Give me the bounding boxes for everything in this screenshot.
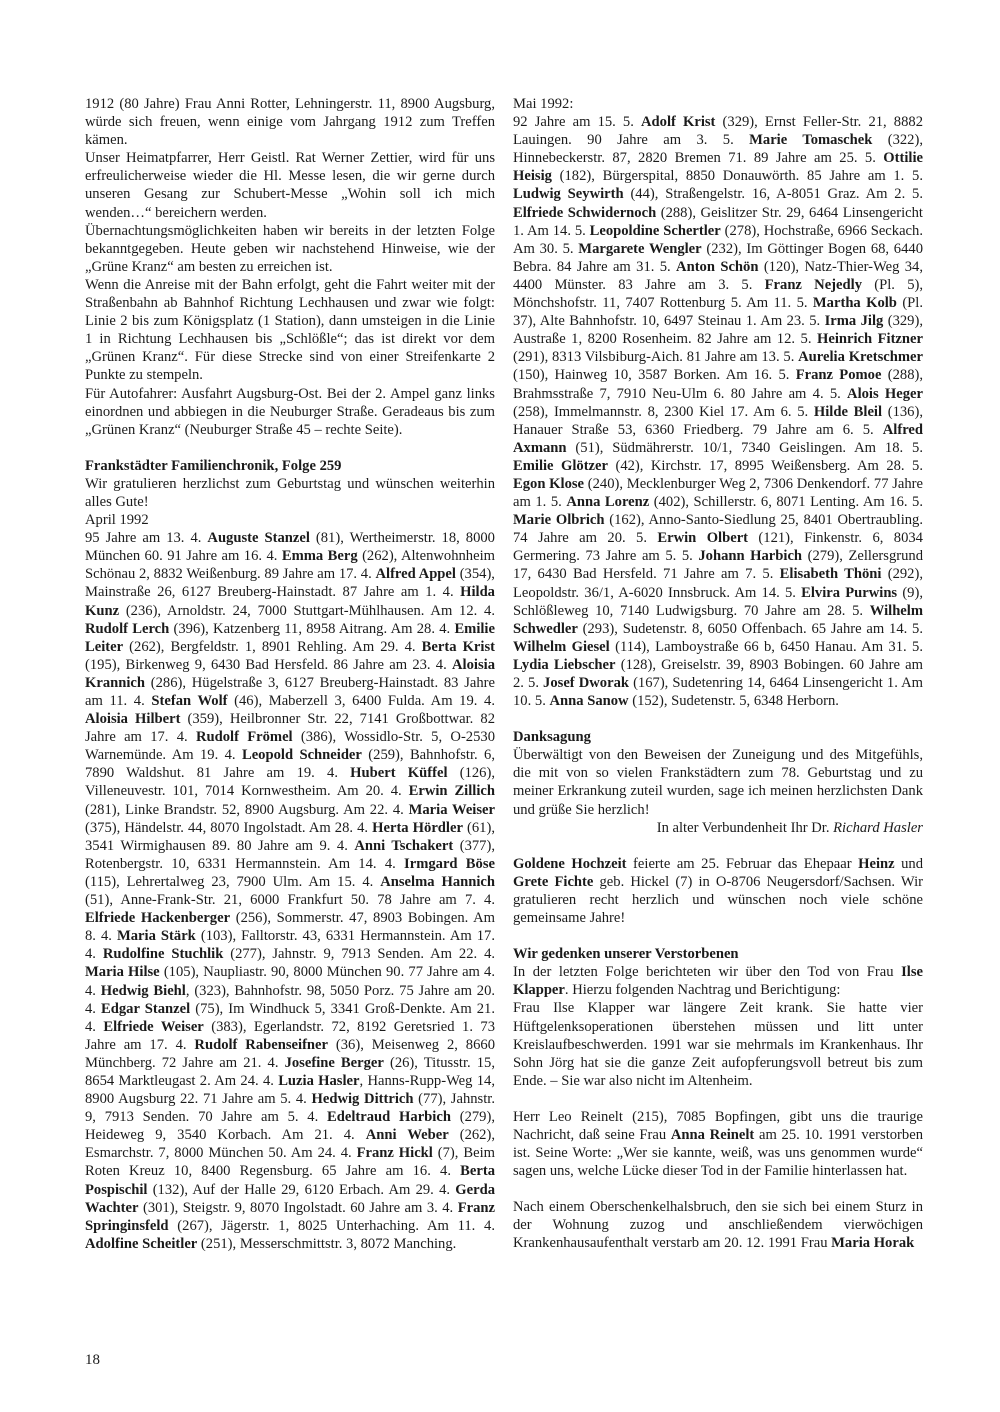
birthday-name: Marie Tomaschek — [749, 132, 873, 149]
birthday-name: Irma Jilg — [824, 313, 884, 330]
birthday-date: Am 14. 5. — [734, 584, 802, 601]
birthday-name: Maria Hilse — [85, 964, 160, 981]
birthday-address: (36), Meisenweg 2, 8660 Münchberg. — [85, 1036, 495, 1071]
birthday-date: 65 Jahre am 14. 5. — [811, 620, 924, 637]
birthday-name: Stefan Wolf — [151, 693, 228, 709]
birthday-date: Am 22. 4. — [343, 801, 409, 818]
birthday-address: (150), Hainweg 10, 3587 Borken. — [513, 367, 726, 384]
birthday-date: Am 24. 4. — [214, 1072, 279, 1089]
chronicle-heading: Frankstädter Familienchronik, Folge 259 — [85, 457, 342, 474]
birthday-address: (262), Bergfeldstr. 1, 8901 Rehling. — [123, 638, 353, 655]
birthday-address: (259), Bahnhofstr. 6, 7890 Waldshut. — [85, 747, 495, 782]
birthday-date: Am 29. 4. — [388, 1181, 456, 1198]
birthday-address: (195), Birkenweg 9, 6430 Bad Hersfeld. — [85, 656, 334, 673]
birthday-date: 92 Jahre am 15. 5. — [513, 114, 641, 131]
memorial-reinelt — [513, 1108, 923, 1180]
month-may: Mai 1992: — [513, 96, 574, 112]
birthday-address: (262), Esmarchstr. 7, 8000 München 50. — [85, 1127, 495, 1162]
birthday-name: Maria Weiser — [408, 801, 495, 818]
birthday-address: (44), Straßengelstr. 16, A-8051 Graz. — [623, 186, 866, 203]
birthday-date: 91 Jahre am 16. 4. — [167, 548, 282, 565]
birthday-date: 71 Jahre am 7. 5. — [663, 566, 780, 583]
birthday-date: Am 23. 5. — [760, 313, 825, 330]
birthday-date: 81 Jahre am 19. 4. — [196, 765, 351, 782]
memorial-intro — [513, 963, 923, 999]
birthday-address: (182), Bürgerspital, 8850 Donauwörth. — [551, 168, 808, 185]
birthday-address: (7), Beim Roten Kreuz 10, 8400 Regensburg. — [85, 1145, 495, 1180]
birthday-name: Franz Pomoe — [795, 367, 882, 384]
birthday-name: Berta Krist — [421, 638, 495, 655]
birthday-name: Elfriede Hackenberger — [85, 910, 231, 927]
birthday-address: (136), Hanauer Straße 53, 6360 Friedberg. — [513, 403, 923, 438]
birthday-date: Am 28. 4. — [390, 620, 455, 637]
birthday-name: Emilie Glötzer — [513, 457, 608, 474]
month-april: April 1992 — [85, 512, 149, 529]
reunion-notice — [85, 95, 495, 439]
birthday-date: Am 19. 4. — [171, 747, 242, 764]
birthday-date: Am 19. 4. — [430, 693, 496, 709]
birthday-date: 83 Jahre am 3. 5. — [618, 276, 765, 293]
birthday-name: Rudolf Lerch — [85, 620, 170, 637]
birthday-date: 83 Jahre am 11. 4. — [85, 674, 495, 709]
golden-wedding-name: Grete Fichte — [513, 873, 594, 890]
intro-paragraph: Übernachtungsmöglichkeiten haben wir bereits in der letzten Folge bekanntgegeben. Heute geben wir nachstehend Hinweise, wie der „Grüne Kranz“ am besten zu erreichen ist. — [85, 222, 495, 275]
right-column — [513, 95, 923, 1253]
birthday-name: Wilhelm Schwedler — [513, 602, 923, 637]
birthday-date: 89 Jahre am 17. 4. — [264, 566, 376, 583]
memorial-text: am 25. 10. 1991 verstorben ist. Seine Worte: „Wer sie kannte, weiß, was uns genommen wurde“ sagen uns, welche Lücke dieser Tod in der Familie hinterlassen hat. — [513, 1126, 923, 1180]
birthday-name: Aloisia Krannich — [85, 656, 495, 691]
birthday-address: (Pl. 37), Alte Bahnhofstr. 10, 6497 Steinau 1. — [513, 295, 923, 330]
birthday-date: Am 20. 4. — [336, 783, 409, 800]
birthday-date: 79 Jahre am 6. 5. — [752, 421, 883, 438]
birthday-date: 81 Jahre am 13. 5. — [686, 349, 799, 366]
birthday-name: Anni Tschakert — [354, 837, 454, 854]
birthday-address: (51), Anne-Frank-Str. 21, 6000 Frankfurt 50. — [85, 892, 378, 909]
birthday-address: (267), Jägerstr. 1, 8025 Unterhaching. — [168, 1217, 427, 1234]
birthday-address: (293), Sudetenstr. 8, 6050 Offenbach. — [577, 620, 812, 637]
birthday-address: (46), Maberzell 3, 6400 Fulda. — [227, 693, 431, 709]
birthday-name: Elfriede Weiser — [103, 1018, 204, 1035]
memorial-text: In der letzten Folge berichteten wir über den Tod von Frau — [513, 964, 902, 981]
birthday-address: (240), Mecklenburger Weg 2, 7306 Denkendorf. — [584, 475, 874, 492]
birthday-address: (354), Mainstraße 26, 6127 Breuberg-Hainstadt. — [85, 566, 495, 601]
birthday-name: Rudolf Rabenseifner — [194, 1036, 328, 1053]
birthday-date: Am 10. 5. — [513, 675, 923, 710]
birthday-date: Am 31. 5. — [861, 638, 923, 655]
birthday-date: Am 14. 4. — [328, 855, 405, 872]
birthday-date: Am 22. 4. — [430, 946, 496, 963]
birthday-name: Hedwig Biehl — [100, 982, 186, 999]
birthday-date: 80 Jahre am 9. 4. — [236, 837, 355, 854]
birthday-date: 77 Jahre am 4. 4. — [85, 964, 495, 999]
birthday-address: (281), Linke Brandstr. 52, 8900 Augsburg. — [85, 801, 344, 818]
birthday-name: Alfred Appel — [375, 566, 456, 583]
birthday-name: Alois Heger — [847, 385, 923, 402]
intro-paragraph: 1912 (80 Jahre) Frau Anni Rotter, Lehningerstr. 11, 8900 Augsburg, würde sich freuen, wenn einige vom Jahrgang 1912 zum Treffen kämen. — [85, 96, 495, 149]
birthday-address: (288), Geislitzer Str. 29, 6464 Linsengericht 1. — [513, 204, 923, 239]
birthday-name: Aurelia Kretschmer — [798, 349, 923, 366]
birthday-address: (251), Messerschmittstr. 3, 8072 Manching. — [197, 1235, 457, 1252]
birthday-name: Lydia Liebscher — [513, 656, 616, 673]
birthday-address: (105), Naupliastr. 90, 8000 München 90. — [159, 964, 409, 981]
chronicle-intro: Wir gratulieren herzlichst zum Geburtstag und wünschen weiterhin alles Gute! — [85, 475, 495, 510]
birthday-address: (236), Arnoldstr. 24, 7000 Stuttgart-Mühlhausen. — [119, 602, 431, 619]
birthday-date: 60 Jahre am 2. 5. — [513, 656, 924, 691]
birthday-name: Anni Weber — [365, 1127, 449, 1144]
birthday-name: Edeltraud Harbich — [327, 1109, 451, 1126]
birthday-address: (132), Auf der Halle 29, 6120 Erbach. — [147, 1181, 389, 1198]
birthday-address: (258), Immelmannstr. 8, 2300 Kiel 17. — [513, 403, 754, 420]
birthday-name: Margarete Wengler — [578, 240, 702, 257]
thanks-body: Überwältigt von den Beweisen der Zuneigung und des Mitgefühls, die mit von so vielen Frankstädtern zum 78. Geburtstag und zu meiner Erkrankung zuteil wurden, sage ich meinen herzlichsten Dank und grüße Sie herzlich! — [513, 747, 923, 818]
signature-name: Richard Hasler — [833, 819, 923, 836]
birthday-name: Hilda Kunz — [85, 584, 495, 619]
birthday-name: Aloisia Hilbert — [85, 711, 181, 728]
birthday-address: (103), Falltorstr. 43, 6331 Hermannstein. — [195, 928, 450, 945]
may-birthday-list — [513, 113, 923, 710]
birthday-name: Hilde Bleil — [813, 403, 883, 420]
birthday-date: 73 Jahre am 5. 5. — [585, 548, 699, 565]
birthday-date: 95 Jahre am 13. 4. — [85, 530, 208, 547]
birthday-date: 86 Jahre am 23. 4. — [333, 656, 453, 673]
birthday-address: (26), Titusstr. 15, 8654 Marktleugast 2. — [85, 1054, 495, 1089]
golden-wedding-notice — [513, 855, 923, 927]
birthday-name: Franz Nejedly — [764, 276, 862, 293]
birthday-address: (396), Katzenberg 11, 8958 Aitrang. — [169, 620, 391, 637]
birthday-name: Emilie Leiter — [85, 620, 495, 655]
birthday-date: 71 Jahre am 5. 4. — [202, 1091, 312, 1108]
birthday-name: Franz Springinsfeld — [85, 1199, 495, 1234]
birthday-date: 70 Jahre am 5. 4. — [198, 1109, 328, 1126]
birthday-date: Am 11. 5. — [746, 295, 813, 312]
birthday-name: Berta Pospischil — [85, 1163, 495, 1198]
birthday-date: 82 Jahre am 17. 4. — [85, 711, 495, 746]
birthday-date: 60 Jahre am 3. 4. — [350, 1199, 458, 1216]
birthday-address: (256), Sommerstr. 47, 8903 Bobingen. — [230, 910, 474, 927]
birthday-date: 80 Jahre am 4. 5. — [730, 385, 848, 402]
birthday-date: 87 Jahre am 1. 4. — [342, 584, 461, 601]
birthday-date: Am 28. 5. — [856, 457, 923, 474]
golden-wedding-text: feierte am 25. Februar das Ehepaar — [626, 855, 859, 872]
birthday-date: 70 Jahre am 28. 5. — [743, 602, 870, 619]
birthday-name: Edgar Stanzel — [101, 1000, 191, 1017]
memorial-klapper: Frau Ilse Klapper war längere Zeit krank. Sie hatte vier Hüftgelenksoperationen überstehen müssen und litt unter Kreislaufbeschwerden. 1991 war sie mehrmals im Krankenhaus. Ihr Sohn Jörg hat sie die ganze Zeit aufopferungsvoll betreut bis zum Ende. – Sie war also nicht im Altenheim. — [513, 1000, 923, 1089]
signature-prefix: In alter Verbundenheit Ihr Dr. — [656, 819, 834, 836]
thanks-signature — [513, 819, 923, 837]
birthday-date: Am 28. 4. — [308, 819, 373, 836]
birthday-name: Hubert Küffel — [350, 765, 448, 782]
birthday-name: Anselma Hannich — [380, 873, 495, 890]
birthday-date: Am 2. 5. — [865, 186, 923, 203]
birthday-name: Rudolfine Stuchlik — [102, 946, 224, 963]
birthday-date: Am 14. 5. — [527, 222, 590, 239]
birthday-date: Am 24. 4. — [290, 1145, 357, 1162]
memorial-text: Nach einem Oberschenkelhalsbruch, den sie sich bei einem Sturz in der Wohnung zuzog und anschließendem vierwöchigen Krankenhausaufenthalt verstarb am 20. 12. 1991 Frau — [513, 1199, 923, 1252]
birthday-name: Elfriede Schwidernoch — [513, 204, 657, 221]
birthday-address: (232), Im Göttinger Bogen 68, 6440 Bebra. — [513, 240, 923, 275]
birthday-name: Ottilie Heisig — [513, 150, 923, 185]
birthday-address: (262), Altenwohnheim Schönau 2, 8832 Weißenburg. — [85, 548, 495, 583]
intro-paragraph: Wenn die Anreise mit der Bahn erfolgt, geht die Fahrt weiter mit der Straßenbahn ab Bahnhof Richtung Lechhausen und zwar wie folgt: Linie 2 bis zum Königsplatz (1 Station), dann umsteigen in die Linie 1 in Richtung Lechhausen bis „Schlößle“; das ist direkt vor dem „Grünen Kranz“. Für diese Strecke sind von einer Streifenkarte 2 Punkte zu stempeln. — [85, 276, 495, 384]
birthday-address: (120), Natz-Thier-Weg 34, 4400 Münster. — [513, 258, 923, 293]
birthday-name: Emma Berg — [281, 548, 358, 565]
birthday-address: (81), Wertheimerstr. 18, 8000 München 60. — [85, 530, 495, 565]
birthday-name: Anton Schön — [676, 258, 759, 275]
birthday-name: Hedwig Dittrich — [311, 1091, 414, 1108]
birthday-name: Josefine Berger — [284, 1054, 384, 1071]
intro-paragraph: Unser Heimatpfarrer, Herr Geistl. Rat Werner Zettier, wird für uns erfreulicherweise wieder die Hl. Messe lesen, die wir gerne durch unseren Gesang zur Schubert-Messe „Wohin soll ich mich wenden…“ bereichern werden. — [85, 150, 495, 221]
birthday-date: 90 Jahre am 3. 5. — [587, 132, 750, 149]
birthday-name: Egon Klose — [513, 475, 585, 492]
birthday-date: 73 Jahre am 17. 4. — [85, 1018, 496, 1053]
birthday-date: 77 Jahre am 1. 5. — [513, 475, 924, 511]
birthday-name: Anna Sanow — [549, 693, 629, 710]
birthday-address: (162), Anno-Santo-Siedlung 25, 8401 Obertraubling. — [604, 512, 923, 529]
birthday-address: (277), Jahnstr. 9, 7913 Senden. — [223, 946, 431, 963]
thanks-heading: Danksagung — [513, 729, 591, 746]
birthday-address: (286), Hügelstraße 3, 6127 Breuberg-Hainstadt. — [145, 674, 444, 691]
birthday-name: Auguste Stanzel — [207, 530, 310, 547]
birthday-name: Gerda Wachter — [85, 1181, 495, 1216]
golden-wedding-text: geb. Hickel (7) in O-8706 Neugersdorf/Sachsen. Wir gratulieren recht herzlich und wünschen noch viele schöne gemeinsame Jahre! — [513, 873, 923, 927]
birthday-name: Martha Kolb — [812, 295, 897, 312]
birthday-address: (291), 8313 Vilsbiburg-Aich. — [513, 349, 687, 366]
birthday-date: 82 Jahre am 12. 5. — [697, 331, 817, 348]
birthday-address: (121), Finkenstr. 6, 8034 Germering. — [513, 530, 923, 565]
birthday-date: 85 Jahre am 1. 5. — [807, 168, 923, 185]
birthday-address: (402), Schillerstr. 6, 8071 Lenting. — [649, 494, 863, 511]
birthday-date: 65 Jahre am 16. 4. — [321, 1163, 461, 1180]
birthday-date: Am 17. 4. — [85, 928, 496, 963]
birthday-date: Am 18. 5. — [854, 439, 923, 456]
birthday-name: Irmgard Böse — [404, 855, 495, 872]
april-birthday-list — [85, 529, 495, 1253]
birthday-date: Am 29. 4. — [352, 638, 422, 655]
birthday-address: (329), Austraße 1, 8200 Rosenheim. — [513, 313, 923, 348]
birthday-address: (115), Lehrertalweg 23, 7900 Ulm. — [85, 873, 309, 890]
birthday-address: (Pl. 5), Mönchshofstr. 11, 7407 Rottenburg 5. — [513, 276, 924, 312]
birthday-name: Franz Hickl — [356, 1145, 433, 1162]
birthday-address: (377), Rotenbergstr. 10, 6331 Hermannstein. — [85, 837, 495, 872]
birthday-address: (75), Im Windhuck 5, 3341 Groß-Denkte. — [190, 1000, 450, 1017]
birthday-address: (51), Südmährerstr. 10/1, 7340 Geislingen. — [566, 439, 855, 456]
birthday-name: Maria Stärk — [116, 928, 196, 945]
birthday-date: Am 6. 5. — [753, 403, 814, 420]
intro-paragraph: Für Autofahrer: Ausfahrt Augsburg-Ost. Bei der 2. Ampel ganz links einordnen und abbiegen in die Neuburger Straße. Geradeaus bis zum „Grünen Kranz“ (Neuburger Straße 45 – rechte Seite). — [85, 385, 495, 438]
deceased-name: Ilse Klapper — [513, 964, 923, 999]
birthday-address: (77), Jahnstr. 9, 7913 Senden. — [85, 1091, 495, 1126]
deceased-name: Anna Reinelt — [670, 1126, 755, 1143]
birthday-name: Anna Lorenz — [566, 494, 650, 511]
birthday-address: (167), Sudetenring 14, 6464 Linsengericht 1. — [629, 675, 902, 691]
birthday-address: , Hanns-Rupp-Weg 14, 8900 Augsburg 22. — [85, 1072, 495, 1108]
birthday-date: Am 16. 5. — [725, 367, 796, 384]
birthday-name: Elisabeth Thöni — [779, 566, 882, 583]
golden-wedding-name: Heinz — [858, 855, 895, 872]
birthday-name: Adolf Krist — [641, 114, 716, 131]
birthday-date: Am 11. 4. — [426, 1217, 495, 1234]
birthday-address: (279), Zellersgrund 17, 6430 Bad Hersfeld. — [513, 548, 924, 583]
golden-wedding-label: Goldene Hochzeit — [513, 855, 627, 872]
birthday-date: Am 30. 5. — [513, 240, 579, 257]
birthday-name: Erwin Olbert — [657, 530, 749, 547]
memorial-text: . Hierzu folgenden Nachtrag und Berichtigung: — [564, 982, 841, 999]
birthday-address: (301), Steigstr. 9, 8070 Ingolstadt. — [138, 1199, 351, 1216]
birthday-name: Marie Olbrich — [513, 512, 605, 529]
memorial-heading: Wir gedenken unserer Verstorbenen — [513, 946, 739, 963]
birthday-address: (278), Hochstraße, 6966 Seckach. — [720, 222, 923, 239]
birthday-address: (322), Hinnebeckerstr. 87, 2820 Bremen 71. — [513, 132, 923, 167]
birthday-address: (42), Kirchstr. 17, 8995 Weißensberg. — [608, 457, 857, 474]
birthday-name: Leopold Schneider — [241, 747, 362, 764]
birthday-address: (114), Lamboystraße 66 b, 6450 Hanau. — [609, 638, 862, 655]
birthday-address: (279), Heideweg 9, 3540 Korbach. — [85, 1109, 495, 1144]
birthday-name: Wilhelm Giesel — [513, 638, 610, 655]
birthday-address: (386), Wossidlo-Str. 5, O-2530 Warnemünde. — [85, 729, 495, 764]
left-column — [85, 95, 495, 1253]
birthday-name: Josef Dworak — [543, 675, 629, 691]
birthday-name: Rudolf Frömel — [195, 729, 293, 746]
birthday-address: , (323), Bahnhofstr. 98, 5050 Porz. — [185, 982, 400, 999]
birthday-date: Am 8. 4. — [85, 910, 496, 945]
birthday-date: Am 16. 5. — [862, 494, 923, 511]
golden-wedding-text: und — [894, 855, 923, 872]
deceased-name: Maria Horak — [831, 1235, 915, 1252]
birthday-date: Am 15. 4. — [308, 873, 381, 890]
birthday-address: (292), Leopoldstr. 36/1, A-6020 Innsbruck. — [513, 566, 923, 601]
birthday-name: Johann Harbich — [698, 548, 803, 565]
birthday-address: (128), Greiselstr. 39, 8903 Bobingen. — [615, 656, 850, 673]
birthday-date: Am 21. 4. — [281, 1127, 366, 1144]
birthday-address: (375), Händelstr. 44, 8070 Ingolstadt. — [85, 819, 309, 836]
birthday-date: 84 Jahre am 31. 5. — [556, 258, 677, 275]
birthday-name: Erwin Zillich — [408, 783, 495, 800]
birthday-name: Leopoldine Schertler — [589, 222, 721, 239]
birthday-address: (61), 3541 Wirmighausen 89. — [85, 819, 495, 854]
birthday-date: 75 Jahre am 20. 4. — [85, 982, 496, 1017]
page-number: 18 — [85, 1352, 100, 1368]
birthday-address: (288), Brahmsstraße 7, 7910 Neu-Ulm 6. — [513, 367, 923, 402]
birthday-address: (359), Heilbronner Str. 22, 7141 Großbottwar. — [180, 711, 481, 728]
birthday-date: 78 Jahre am 7. 4. — [377, 892, 495, 909]
birthday-name: Alfred Axmann — [513, 421, 923, 456]
memorial-horak — [513, 1198, 923, 1252]
birthday-date: 89 Jahre am 25. 5. — [753, 150, 884, 167]
memorial-text: Herr Leo Reinelt (215), 7085 Bopfingen, gibt uns die traurige Nachricht, daß seine Frau — [513, 1108, 923, 1143]
birthday-address: (126), Villeneuvestr. 101, 7014 Kornwestheim. — [85, 765, 495, 800]
birthday-name: Heinrich Fitzner — [816, 331, 923, 348]
birthday-address: (383), Egerlandstr. 72, 8192 Geretsried 1. — [203, 1018, 481, 1035]
birthday-name: Ludwig Seywirth — [513, 186, 624, 203]
birthday-name: Adolfine Scheitler — [85, 1235, 198, 1252]
birthday-name: Herta Hördler — [372, 819, 463, 836]
birthday-date: 72 Jahre am 21. 4. — [161, 1054, 285, 1071]
birthday-name: Luzia Hasler — [278, 1072, 360, 1089]
birthday-address: (152), Sudetenstr. 5, 6348 Herborn. — [628, 693, 839, 710]
birthday-name: Elvira Purwins — [801, 584, 898, 601]
birthday-date: Am 12. 4. — [430, 602, 495, 619]
birthday-address: (9), Schlößleweg 10, 7140 Ludwigsburg. — [513, 584, 923, 619]
birthday-date: 74 Jahre am 20. 5. — [513, 530, 658, 547]
birthday-date: Am 21. 4. — [85, 1000, 496, 1035]
birthday-address: (329), Ernst Feller-Str. 21, 8882 Lauingen. — [513, 114, 923, 149]
